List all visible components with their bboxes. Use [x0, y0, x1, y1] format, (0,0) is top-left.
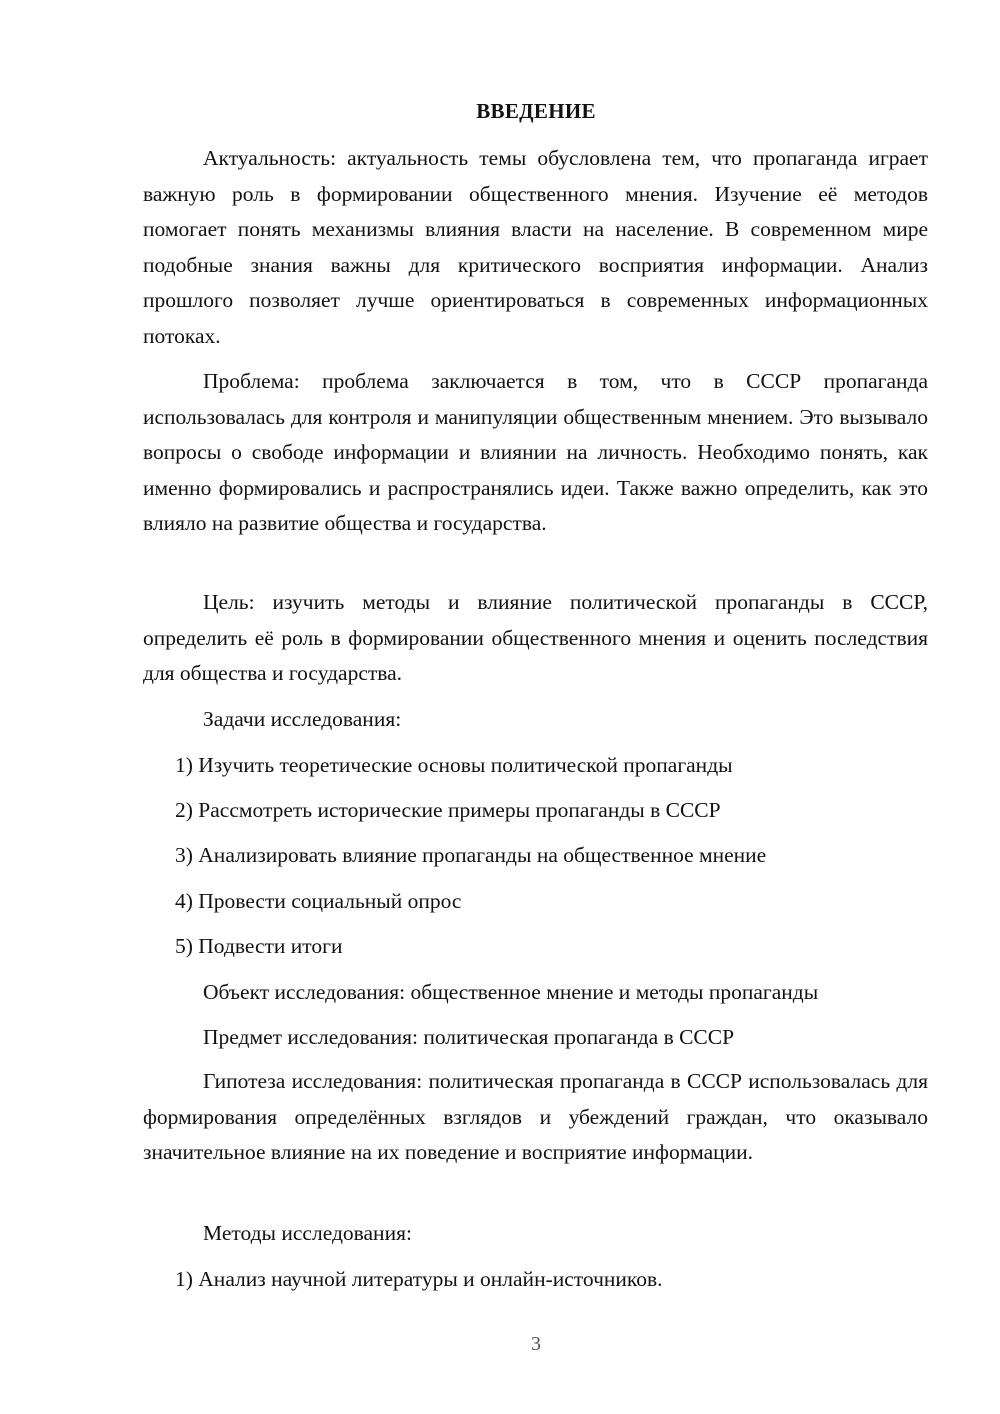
- paragraph-problem: Проблема: проблема заключается в том, что в СССР пропаганда использовалась для контроля и манипуляции общественным мнением. Это вызывало вопросы о свободе информации и влиянии на личность. Необходимо понять, как именно формировались и распространялись идеи. Также важно определить, как это влияло на развитие общества и государства.: [143, 369, 928, 535]
- methods-title: Методы исследования:: [203, 1221, 412, 1245]
- task-item: 4) Провести социальный опрос: [175, 889, 462, 913]
- research-object: Объект исследования: общественное мнение и методы пропаганды: [203, 980, 819, 1004]
- method-item: 1) Анализ научной литературы и онлайн-источников.: [175, 1267, 663, 1291]
- page-number: 3: [531, 1333, 541, 1355]
- paragraph-relevance: Актуальность: актуальность темы обусловлена тем, что пропаганда играет важную роль в формировании общественного мнения. Изучение её методов помогает понять механизмы влияния власти на население. В современном мире подобные знания важны для критического восприятия информации. Анализ прошлого позволяет лучше ориентироваться в современных информационных потоках.: [143, 146, 928, 348]
- research-subject: Предмет исследования: политическая пропаганда в СССР: [203, 1025, 735, 1049]
- paragraph-hypothesis: Гипотеза исследования: политическая пропаганда в СССР использовалась для формирования определённых взглядов и убеждений граждан, что оказывало значительное влияние на их поведение и восприятие информации.: [143, 1069, 928, 1164]
- task-item: 5) Подвести итоги: [175, 934, 343, 958]
- task-item: 3) Анализировать влияние пропаганды на общественное мнение: [175, 843, 767, 867]
- section-heading: ВВЕДЕНИЕ: [476, 99, 596, 123]
- task-item: 1) Изучить теоретические основы политической пропаганды: [175, 753, 733, 777]
- tasks-title: Задачи исследования:: [203, 707, 402, 731]
- paragraph-goal: Цель: изучить методы и влияние политической пропаганды в СССР, определить её роль в формировании общественного мнения и оценить последствия для общества и государства.: [143, 590, 928, 685]
- task-item: 2) Рассмотреть исторические примеры пропаганды в СССР: [175, 798, 721, 822]
